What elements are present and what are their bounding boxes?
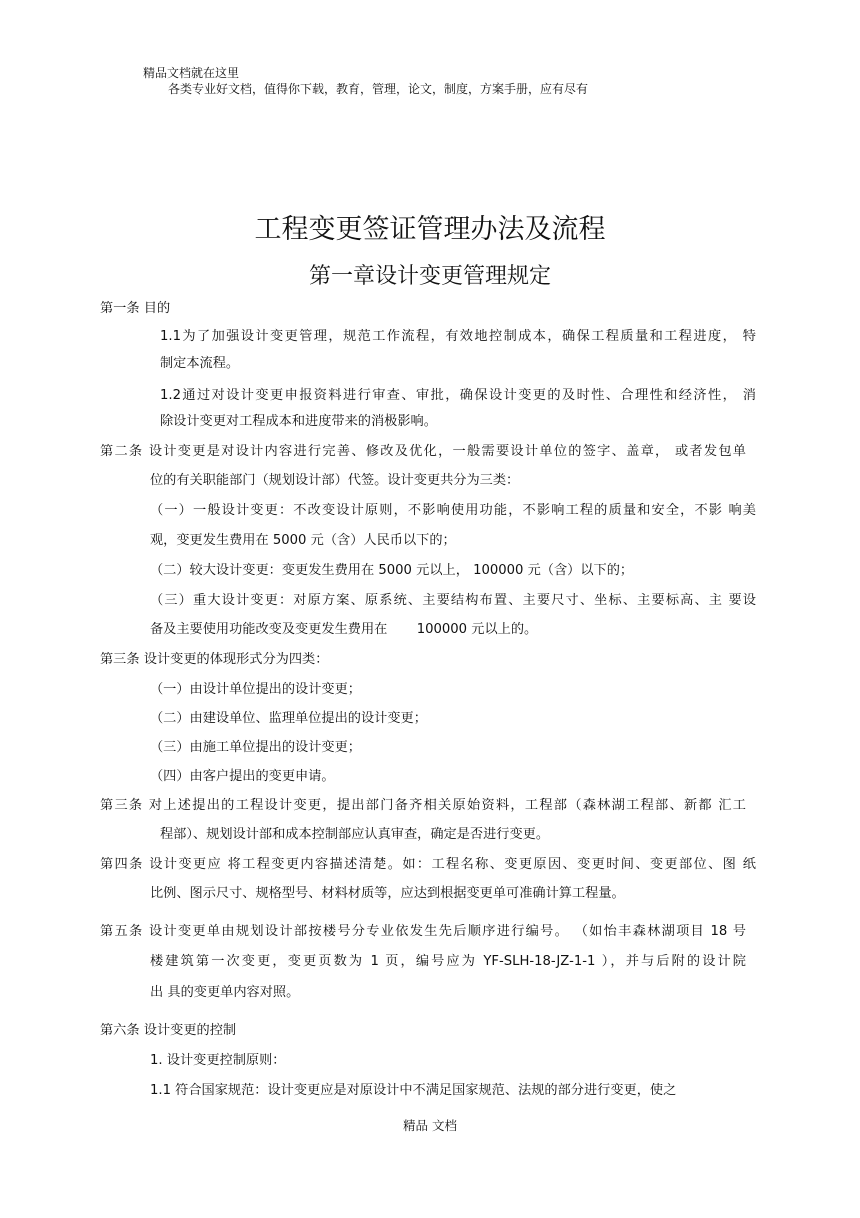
body-line: 第六条 设计变更的控制 — [100, 1023, 237, 1038]
body-line: （四）由客户提出的变更申请。 — [150, 769, 335, 784]
body-line: 观，变更发生费用在 5000 元（含）人民币以下的； — [150, 533, 456, 548]
body-line: 第一条 目的 — [100, 301, 171, 316]
body-line: 比例、图示尺寸、规格型号、材料材质等，应达到根据变更单可准确计算工程量。 — [150, 886, 625, 901]
header-line-1: 精品文档就在这里 — [143, 66, 240, 80]
body-line: 1.2通过对设计变更申报资料进行审查、审批，确保设计变更的及时性、合理性和经济性， 消 — [160, 388, 756, 403]
body-line: 第二条 设计变更是对设计内容进行完善、修改及优化，一般需要设计单位的签字、盖章， 或者发包单 — [100, 444, 746, 459]
body-line: 1. 设计变更控制原则： — [150, 1053, 286, 1068]
body-line: 1.1为了加强设计变更管理，规范工作流程，有效地控制成本，确保工程质量和工程进度， 特 — [160, 329, 756, 344]
body-line: （一）由设计单位提出的设计变更； — [150, 682, 361, 697]
document-title: 工程变更签证管理办法及流程 — [254, 214, 606, 245]
header-line-2: 各类专业好文档，值得你下载，教育，管理，论文，制度，方案手册，应有尽有 — [168, 82, 589, 96]
body-line: 除设计变更对工程成本和进度带来的消极影响。 — [160, 414, 437, 429]
page-footer: 精品 文档 — [403, 1118, 457, 1133]
chapter-title: 第一章设计变更管理规定 — [308, 264, 551, 289]
body-line: 程部）、规划设计部和成本控制部应认真审查，确定是否进行变更。 — [160, 827, 550, 842]
body-line: 出 具的变更单内容对照。 — [150, 985, 300, 1000]
body-line: 制定本流程。 — [160, 356, 240, 371]
body-line: 备及主要使用功能改变及变更发生费用在 100000 元以上的。 — [150, 622, 538, 637]
body-line: （三）重大设计变更：对原方案、原系统、主要结构布置、主要尺寸、坐标、主要标高、主 要设 — [150, 593, 756, 608]
body-line: 第四条 设计变更应 将工程变更内容描述清楚。如：工程名称、变更原因、变更时间、变更部位、图 纸 — [100, 857, 756, 872]
body-line: 第三条 对上述提出的工程设计变更，提出部门备齐相关原始资料，工程部（森林湖工程部、新都 汇工 — [100, 798, 746, 813]
body-line: （二）较大设计变更：变更发生费用在 5000 元以上， 100000 元（含）以下的； — [150, 563, 634, 578]
body-line: （一）一般设计变更：不改变设计原则，不影响使用功能，不影响工程的质量和安全，不影 响美 — [150, 503, 756, 518]
body-line: （三）由施工单位提出的设计变更； — [150, 740, 361, 755]
body-line: 位的有关职能部门（规划设计部）代签。设计变更共分为三类： — [150, 473, 520, 488]
body-line: 第五条 设计变更单由规划设计部按楼号分专业依发生先后顺序进行编号。 （如怡丰森林湖项目 18 号 — [100, 924, 746, 939]
body-line: （二）由建设单位、监理单位提出的设计变更； — [150, 711, 427, 726]
body-line: 第三条 设计变更的体现形式分为四类： — [100, 652, 329, 667]
body-line: 1.1 符合国家规范：设计变更应是对原设计中不满足国家规范、法规的部分进行变更，使之 — [150, 1083, 677, 1098]
body-line: 楼建筑第一次变更，变更页数为 1 页，编号应为 YF-SLH-18-JZ-1-1 ），并与后附的设计院 — [150, 954, 746, 969]
